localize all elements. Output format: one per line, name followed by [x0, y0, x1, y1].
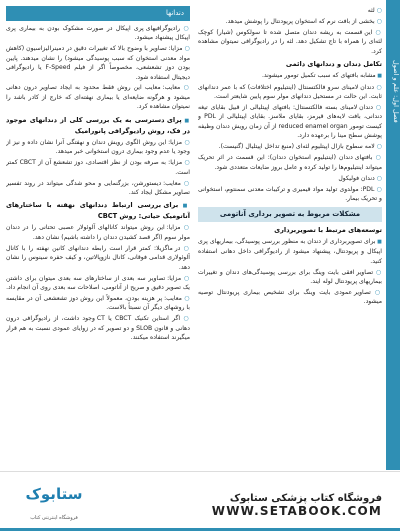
setabook-logo[interactable] [14, 485, 94, 521]
right-column [198, 6, 382, 468]
paragraph: ○ بافتهای دندان (اینتیلیوم استخوان دندان): این قسمت در اثر تحریک میتواند اینتیلیوم‌ها را تولید کرده و عامل بروز ضایعات متعددی شود. [198, 153, 382, 172]
page-footer [0, 471, 400, 531]
paragraph: ○ دندان لامینای سرو فالکتسنتال (اینتیلیوم اختلافات) که با عمر دندانهای ثابت. این حالت در مستحیل دندانهای مولر سوم پایین شایعتر است. [198, 83, 382, 102]
paragraph: ○ تصاویر عمودی بایت وینگ برای تشخیص بیماری پریودنتال توصیه میشود. [198, 288, 382, 307]
section-heading: ■ برای بررسی ارتباط دندانهای نهفته با ساختارهای آناتومیک حیاتی: روش CBCT [6, 200, 190, 221]
paragraph: ○ معایب: دیستورشن، بزرگنمایی و محو شدگی میتواند در روند تفسیر تصاویر مشکل ایجاد کند. [6, 179, 190, 198]
section-heading: توسعه‌های مرتبط با تصویربرداری [274, 226, 382, 235]
chapter-side-label: فصل اول: علم و اصول [392, 60, 400, 123]
paragraph: ○ دندان لامینای بسته فالکتسنتال: بافتهای اپیتلیالی از قبیل بقایای تیغه دندانی، بافت لایه‌های قیرمز، بقایای ملاسز. بقایای اپیتلیالی از PDL و کیست تومور reduced enamel organ از آن زمان رویش دندان وظیفه پوشش سطح مینا را برعهده دارد. [198, 103, 382, 141]
paragraph: ○ اگر استاین تکنیک CBCT یا CT وجود داشت، از رادیوگرافی درون دهانی و قانون SLOB و دو تصویر که در زوایای عمودی نسبت به هم قرار میگیرند استفاده میکنند. [6, 314, 190, 342]
paragraph: ○ معایب: پر هزینه بودن، معمولاً این روش دوز تشعشعی آن در مقایسه با روشهای دیگر آن نسبتاً بالاست. [6, 294, 190, 313]
chapter-side-strip [386, 0, 400, 470]
section-heading: ■ پرای دسترسی به یک بررسی کلی از دندانهای موجود در فک، روش رادیوگرافی پانورامیک [6, 115, 190, 136]
paragraph: ○ مزایا: این روش میتواند کانالهای آلوئولار عصبی تحتانی را در دندان مولر سوم (اگر قصد کشیدن دندان را داشته باشیم) نشان دهد. [6, 223, 190, 242]
paragraph: ○ مزایا: این روش الگوی رویش دندان و نهفتگی آنرا نشان داده و نیز از وجود یا عدم وجود بیماری درون استخوانی خبر میدهد. [6, 138, 190, 157]
footer-branding [132, 487, 382, 525]
paragraph: ○ مزایا: تصاویر سه بعدی از ساختارهای سه بعدی میتوان برای داشتن یک تصویر دقیق و صریح از آناتومی، اصلاحات سه بعدی روی آن انجام داد. [6, 274, 190, 293]
paragraph: ○ بخشی از بافت نرم که استخوان پریودنتال را پوشش میدهد. [198, 17, 382, 26]
logo-wordmark: ستابوک [25, 485, 83, 503]
store-url-link[interactable]: WWW.SETABOOK.COM [211, 504, 382, 518]
store-title: فروشگاه کتاب پزشکی ستابوک [229, 493, 382, 504]
paragraph: ○ مزایا: تصاویر با وضوح بالا که تغییرات دقیق در دمینرالیزاسیون (کاهش مواد معدنی استخوان که سبب پوسیدگی میشود) را نشان میدهند. پایین بودن دوز تشعشعی، مخصوصاً اگر از فیلم F-Speed یا رادیوگرافی دیجیتال استفاده شود. [6, 44, 190, 82]
paragraph: ○ معایب: معایب این روش فقط محدود به ایجاد تصاویر درون دهانی میشود و هرگونه ضایعه‌ای یا بیماری نهفته‌ای که خارج از کادر باشد را نمیتوان مشاهده کرد. [6, 83, 190, 111]
paragraph: ○ دندان فولیکول [198, 174, 382, 183]
paragraph: ■ مشابه بافتهای که سبب تکمیل تومور میشوند. [198, 71, 382, 81]
column-header: دندانها [6, 6, 190, 21]
left-column [6, 6, 190, 468]
paragraph: ○ لثه [198, 6, 382, 15]
section-bar: مشکلات مربوط به تصویر برداری آناتومی [198, 207, 382, 222]
paragraph: ○ مزایا: به صرفه بودن از نظر اقتصادی، دوز تشعشع آن از CBCT کمتر است. [6, 158, 190, 177]
paragraph: ○ لامه سطوح بازال اپیتلیوم لثه‌ای (منبع تداخل اپیتلیال (گنیست). [198, 142, 382, 151]
paragraph: ○ در ماگزیلا: کمتر قرار است رابطه دندانهای کانین نهفته را با کانال آلوئولاری قدامی فوقانی، کانال نازوپالاتین، و کیف حفره سینوس را نشان دهد. [6, 244, 190, 272]
page-body [6, 6, 382, 468]
section-heading: تکامل دندان و دندانهای دائمی [285, 60, 382, 69]
paragraph: ○ PDL: مولدوی تولید مواد قیمیری و ترکیبات معدنی سمنتوم، استخوانی و تحریک بیمار. [198, 185, 382, 204]
logo-tagline: فروشگاه اینترنتی کتاب [30, 515, 78, 521]
paragraph: ○ این قسمت به ریشه دندان متصل شده تا سولکوس (شیار) کوچک لثه‌ای را همراه با تاج تشکیل دهد. لثه را در رادیوگرافی نمیتوان مشاهده کرد. [198, 28, 382, 56]
paragraph: ○ رادیوگرافیهای پری اپیکال در صورت مشکوک بودن به بیماری پری اپیکال پیشنهاد میشود. [6, 24, 190, 43]
paragraph: ■ برای تصویربرداری از دندان به منظور بررسی پوسیدگی، بیماریهای پری اپیکال و پریودنتال، پیشنهاد میشود از رادیوگرافی داخل دهانی استفاده کنید. [198, 237, 382, 266]
paragraph: ○ تصاویر افقی بایت وینگ برای بررسی پوسیدگی‌های دندان و تغییرات بیماریهای پریودنتال لوله ایند. [198, 268, 382, 287]
